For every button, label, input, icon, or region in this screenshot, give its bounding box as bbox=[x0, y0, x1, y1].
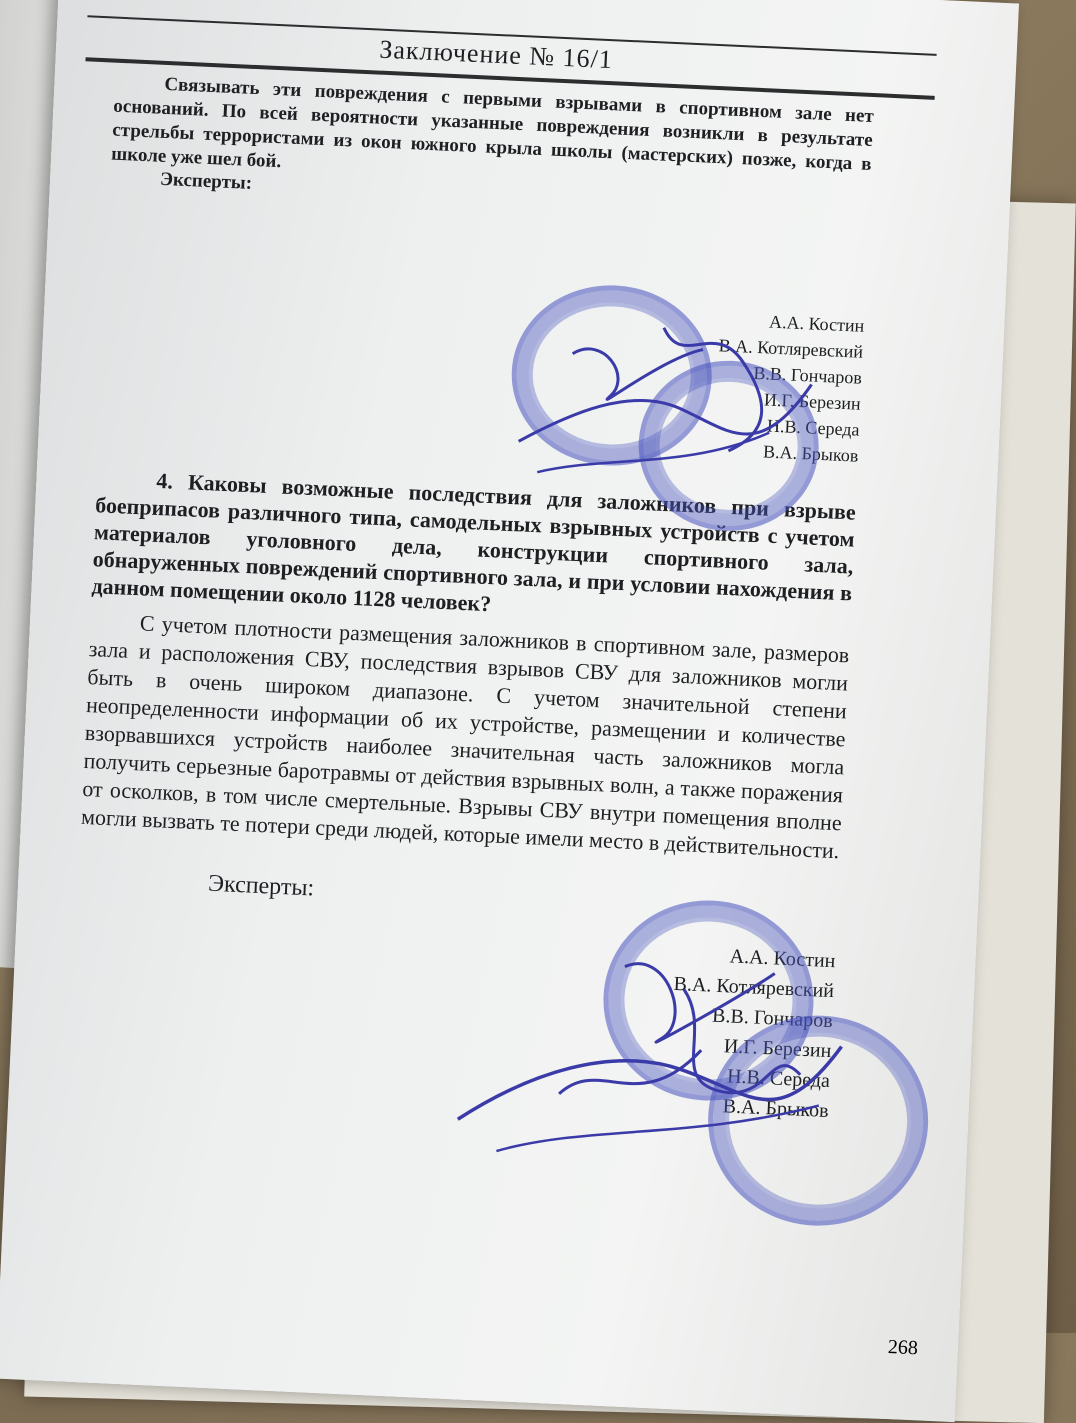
experts-label-top: Эксперты: bbox=[159, 168, 253, 194]
signer-name: В.В. Гончаров bbox=[711, 1004, 834, 1033]
signer-name: И.Г. Березин bbox=[723, 1035, 832, 1063]
signer-name: Н.В. Середа bbox=[766, 415, 860, 440]
signer-name: А.А. Костин bbox=[768, 311, 865, 336]
signer-name: В.А. Брыков bbox=[762, 441, 859, 466]
signature-bottom bbox=[436, 919, 866, 1178]
header-title: Заключение № 16/1 bbox=[378, 34, 614, 75]
signature-top bbox=[506, 291, 835, 505]
signer-name: В.В. Гончаров bbox=[753, 362, 863, 388]
intro-paragraph: Связывать эти повреждения с первыми взрывами в спортивном зале нет оснований. По всей вероятности указанные повреждения возникли в результате стрельбы террористами из окон южного крыла школы (мастерских) позже, когда в школе уже шел бой. bbox=[110, 73, 875, 176]
signer-name: В.А. Котляревский bbox=[718, 335, 864, 362]
question-paragraph: 4. Каковы возможные последствия для заложников при взрыве боеприпасов различного типа, самодельных взрывных устройств с учетом материалов уголовного дела, конструкции спортивного зала, обнаруженных повреждений спортивного зала, и при условии нахождения в данном помещении около 1128 человек? bbox=[91, 467, 857, 617]
signer-name: В.А. Котляревский bbox=[673, 972, 835, 1003]
page-number: 268 bbox=[887, 1335, 919, 1360]
signer-name: А.А. Костин bbox=[729, 945, 836, 973]
signer-name: В.А. Брыков bbox=[722, 1095, 830, 1123]
signer-name: И.Г. Березин bbox=[763, 389, 862, 414]
answer-paragraph: С учетом плотности размещения заложников в спортивном зале, размеров зала и расположения СВУ, последствия взрывов СВУ для заложников могли быть в очень широком диапазоне. С учетом значительной степени неопределенности информации об их устройстве, размещении и количестве взорвавшихся устройств наиболее значительная часть заложников могла получить серьезные баротравмы от действия взрывных волн, а также поражения от осколков, в том числе смертельные. Взрывы СВУ внутри помещения вполне могли вызвать те потери среди людей, которые имели место в действительности. bbox=[80, 610, 850, 864]
signer-name: Н.В. Середа bbox=[726, 1065, 831, 1093]
experts-label-bottom: Эксперты: bbox=[207, 870, 315, 902]
